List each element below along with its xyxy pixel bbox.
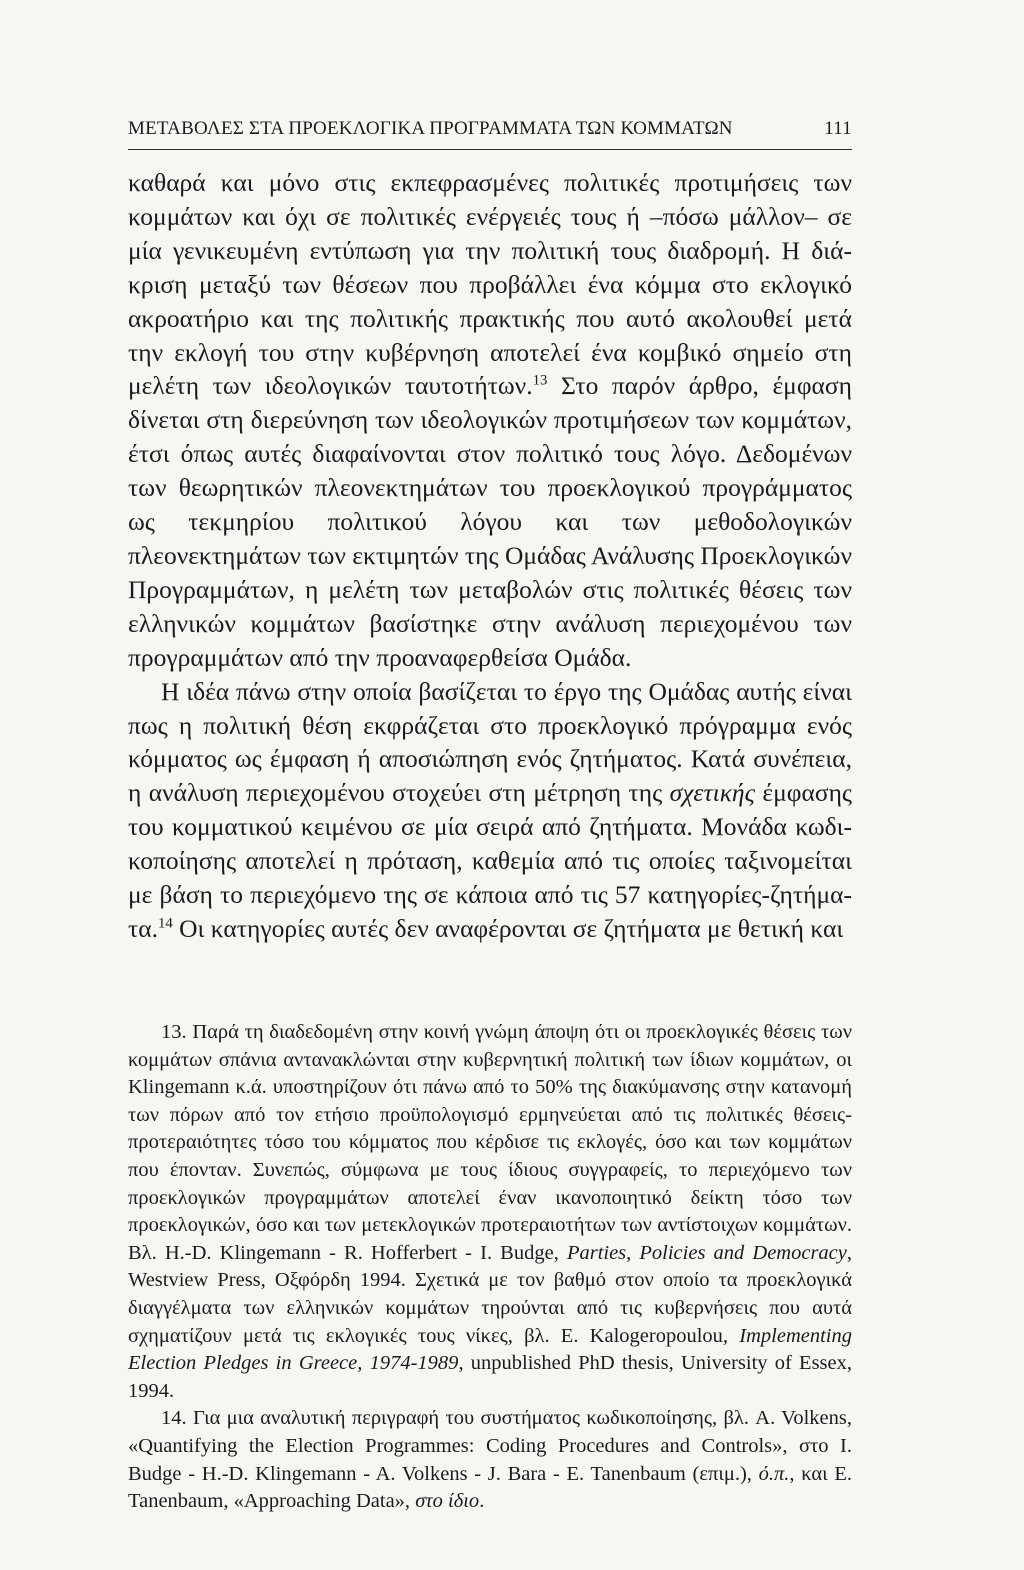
- op-cit: ό.π.: [758, 1462, 790, 1485]
- page-number: 111: [824, 118, 852, 139]
- footnote-14: 14. Για μια αναλυτική περιγραφή του συστήματος κωδικοποίησης, βλ. A. Volkens, «Quantifying the Election Programmes: Coding Procedures and Controls», στο I. Budge - H.-D. Klingemann - A. Volkens - J. Bara - E. Tanenbaum (επιμ.), ό.π., και E. Tanenbaum, «Approaching Data», στο ίδιο.: [128, 1407, 852, 1513]
- footnote-13: 13. Παρά τη διαδεδομένη στην κοινή γνώμη άποψη ότι οι προεκλογικές θέσεις των κομμάτων σπάνια αντανακλώνται στην κυβερνητική πολιτική των ίδιων κομμάτων, οι Klingemann κ.ά. υποστηρίζουν ότι πάνω από το 50% της διακύμανσης στην κατανομή των πόρων από τον ετήσιο προϋπολογισμό ερμηνεύεται από τις πολιτικές θέσεις-προτεραιότητες τόσο του κόμματος που κέρδισε τις εκλογές, όσο και των κομμάτων που έπονταν. Συνεπώς, σύμφωνα με τους ίδιους συγγραφείς, το περιεχόμενο των προεκλογικών προγραμμάτων αποτελεί έναν ικανοποιητικό δείκτη τόσο των προεκλογικών, όσο και των μετεκλογικών προτεραιοτήτων των αντίστοιχων κομμάτων. Βλ. H.-D. Klingemann - R. Hofferbert - I. Budge, Parties, Policies and Democracy, Westview Press, Οξφόρδη 1994. Σχετικά με τον βαθμό στον οποίο τα προεκλογικά διαγγέλματα των ελληνικών κομμάτων τηρούνται από τις κυβερνήσεις που αυτά σχηματίζουν μετά τις εκλογικές τους νίκες, βλ. E. Kalogeropoulou, Implementing Election Pledges in Greece, 1974-1989, unpublished PhD thesis, University of Essex, 1994.: [128, 1021, 852, 1402]
- footnote-ref-14: 14: [157, 915, 173, 932]
- thesis-title: Implementing Election Pledges in Greece, 1974-1989: [128, 1324, 852, 1375]
- paragraph-1: καθαρά και μόνο στις εκπεφρασμένες πολιτικές προτιμήσεις των κομμάτων και όχι σε πολιτικές ενέργειές τους ή –πόσω μάλλον– σε μία γενικευμένη εντύπωση για την πολιτική τους διαδρομή. Η διάκριση μεταξύ των θέσεων που προβάλλει ένα κόμμα στο εκλογικό ακροατήριο και της πολιτικής πρακτικής που αυτό ακολουθεί μετά την εκλογή του στην κυβέρνηση αποτελεί ένα κομβικό σημείο στη μελέτη των ιδεολογικών ταυτοτήτων.$^{13}$ Στο παρόν άρθρο, έμφαση δίνεται στη διερεύνηση των ιδεολογικών προτιμήσεων των κομμάτων, έτσι όπως αυτές διαφαίνονται στον πολιτικό τους λόγο. Δεδομένων των θεωρητικών πλεονεκτημάτων του προεκλογικού προγράμματος ως τεκμηρίου πολιτικού λόγου και των μεθοδολογικών πλεονεκτημάτων των εκτιμητών της Ομάδας Ανάλυσης Προεκλογικών Προγραμμάτων, η μελέτη των μεταβολών στις πολιτικές θέσεις των ελληνικών κομμάτων βασίστηκε στην ανάλυση περιεχομένου των προγραμμάτων από την προαναφερθείσα Ομάδα.: [128, 168, 852, 672]
- main-text: [128, 166, 852, 946]
- ibid: στο ίδιο: [415, 1490, 480, 1513]
- book-title: Parties, Policies and Democracy: [566, 1241, 847, 1264]
- header-rule: [128, 149, 852, 150]
- footnote-ref-13: 13: [532, 372, 548, 389]
- paragraph-2: Η ιδέα πάνω στην οποία βασίζεται το έργο της Ομάδας αυτής είναι πως η πολιτική θέση εκφράζεται στο προεκλογικό πρόγραμμα ενός κόμματος ως έμφαση ή αποσιώπηση ενός ζητήματος. Κατά συνέπεια, η ανάλυση περιεχομένου στοχεύει στη μέτρηση της σχετικής έμφασης του κομματικού κειμένου σε μία σειρά από ζητήματα. Μονάδα κωδικοποίησης αποτελεί η πρόταση, καθεμία από τις οποίες ταξινομείται με βάση το περιεχόμενο της σε κάποια από τις 57 κατηγορίες-ζητήματα.$^{14}$ Οι κατηγορίες αυτές δεν αναφέρονται σε ζητήματα με θετική και: [128, 676, 853, 943]
- footnotes: [128, 1019, 852, 1516]
- running-header: [128, 118, 852, 140]
- emphasis-text: σχετικής: [669, 778, 755, 808]
- running-title: ΜΕΤΑΒΟΛΕΣ ΣΤΑ ΠΡΟΕΚΛΟΓΙΚΑ ΠΡΟΓΡΑΜΜΑΤΑ ΤΩΝ ΚΟΜΜΑΤΩΝ: [128, 118, 733, 139]
